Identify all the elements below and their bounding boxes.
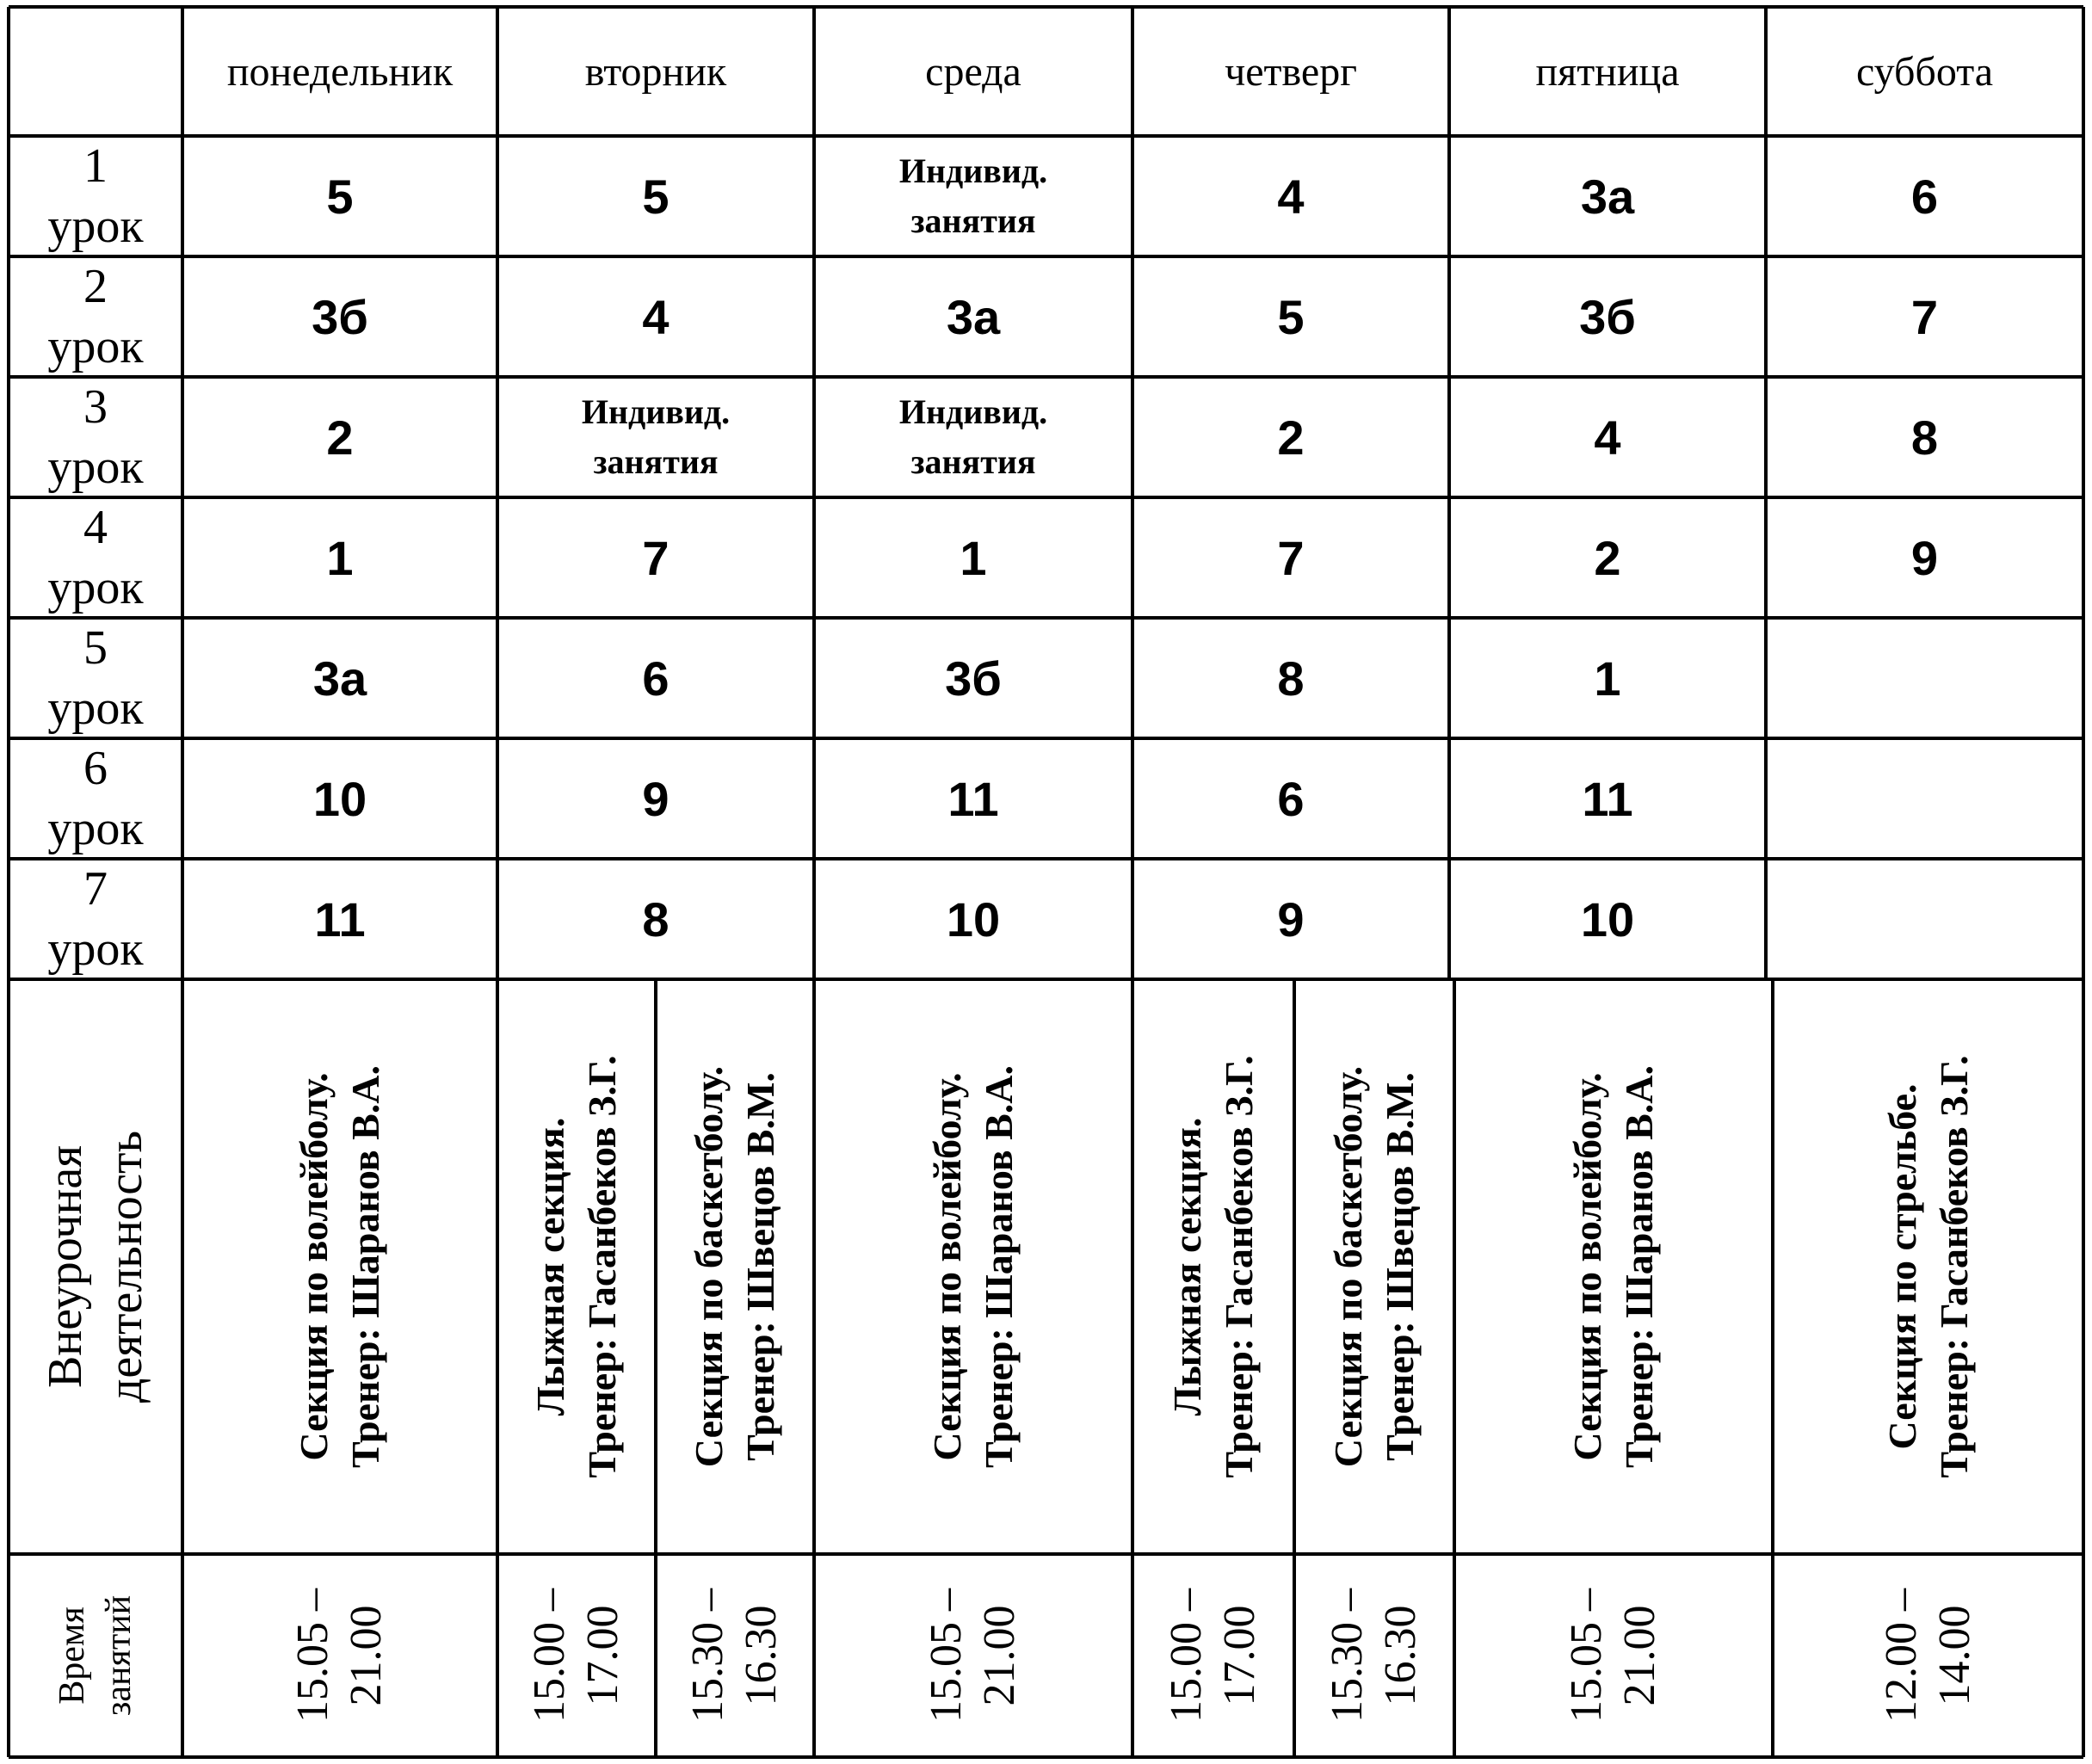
section-name-line: Лыжная секция. — [528, 1117, 572, 1416]
section-name-line: Тренер: Швецов В.М. — [738, 1072, 782, 1461]
section-time-line: 21.00 — [975, 1605, 1024, 1706]
individual-lessons-line: занятия — [910, 442, 1036, 481]
individual-lessons-line: Индивид. — [898, 151, 1048, 190]
day-header: вторник — [584, 48, 727, 95]
class-cell: 3а — [946, 289, 1001, 344]
section-time-line: 15.00 – — [525, 1588, 574, 1723]
section-name-line: Секция по волейболу. — [925, 1072, 969, 1461]
class-cell: 10 — [946, 891, 1001, 947]
class-cell: 1 — [326, 530, 354, 585]
class-cell: 8 — [1277, 651, 1305, 706]
class-cell: 4 — [1277, 169, 1305, 224]
lesson-number: 5 — [83, 621, 108, 675]
class-cell: 5 — [326, 169, 354, 224]
lesson-label — [9, 377, 182, 497]
lesson-number: 6 — [83, 742, 108, 795]
section-time-line: 15.05 – — [1562, 1588, 1611, 1723]
class-cell: 10 — [312, 771, 367, 826]
day-header: четверг — [1225, 48, 1357, 95]
section-name — [1773, 1014, 2083, 1520]
section-time — [497, 1571, 656, 1740]
individual-lessons-cell — [497, 377, 814, 497]
section-name-line: Тренер: Шаранов В.А. — [343, 1065, 387, 1468]
lesson-number: 2 — [83, 260, 108, 313]
individual-lessons-line: Индивид. — [581, 392, 731, 431]
section-name-line: Тренер: Гасанбеков З.Г. — [580, 1055, 624, 1478]
section-name — [1294, 1014, 1454, 1520]
section-time — [1132, 1571, 1294, 1740]
lesson-label — [9, 738, 182, 859]
lesson-word: урок — [47, 802, 144, 855]
class-cell: 8 — [1910, 410, 1939, 465]
class-cell: 11 — [314, 891, 366, 947]
extracurricular-label-line: деятельность — [99, 1130, 152, 1403]
section-time — [1454, 1571, 1773, 1740]
lesson-word: урок — [47, 561, 144, 614]
time-label-line: Время — [52, 1607, 92, 1705]
individual-lessons-line: Индивид. — [898, 392, 1048, 431]
section-time-line: 21.00 — [1615, 1605, 1664, 1706]
section-name-line: Секция по баскетболу. — [1326, 1065, 1370, 1468]
time-label — [9, 1554, 182, 1757]
section-name-line: Тренер: Швецов В.М. — [1378, 1072, 1422, 1461]
section-name — [497, 1014, 656, 1520]
section-name-line: Лыжная секция. — [1165, 1117, 1209, 1416]
class-cell: 11 — [1582, 771, 1633, 826]
section-time-line: 15.05 – — [922, 1588, 971, 1723]
class-cell: 7 — [1277, 530, 1305, 585]
individual-lessons-line: занятия — [910, 201, 1036, 240]
class-cell: 6 — [642, 651, 670, 706]
class-cell: 2 — [326, 410, 354, 465]
section-name — [1132, 1014, 1294, 1520]
individual-lessons-cell — [814, 377, 1132, 497]
lesson-word: урок — [47, 922, 144, 976]
section-time-line: 14.00 — [1929, 1605, 1979, 1706]
class-cell: 4 — [1594, 410, 1621, 465]
time-label-line: занятий — [99, 1594, 139, 1717]
lesson-word: урок — [47, 200, 144, 253]
class-cell: 8 — [642, 891, 670, 947]
section-name — [814, 1014, 1132, 1520]
section-time-line: 15.00 – — [1162, 1588, 1211, 1723]
class-cell: 10 — [1580, 891, 1635, 947]
lesson-number: 3 — [83, 380, 108, 434]
section-name-line: Тренер: Шаранов В.А. — [977, 1065, 1021, 1468]
section-time-line: 15.30 – — [683, 1588, 732, 1723]
section-name — [1454, 1014, 1773, 1520]
lesson-label — [9, 859, 182, 979]
lesson-word: урок — [47, 682, 144, 735]
individual-lessons-line: занятия — [593, 442, 719, 481]
section-name-line: Секция по волейболу. — [292, 1072, 336, 1461]
class-cell: 1 — [1594, 651, 1621, 706]
lesson-number: 1 — [83, 139, 108, 193]
lesson-number: 4 — [83, 501, 108, 554]
section-name-line: Секция по волейболу. — [1565, 1072, 1609, 1461]
class-cell — [1766, 738, 2083, 859]
section-time-line: 17.00 — [578, 1605, 627, 1706]
lesson-label — [9, 136, 182, 256]
section-name-line: Тренер: Шаранов В.А. — [1617, 1065, 1661, 1468]
class-cell — [1766, 859, 2083, 979]
class-cell: 2 — [1594, 530, 1621, 585]
class-cell: 1 — [960, 530, 987, 585]
class-cell: 9 — [642, 771, 670, 826]
section-name — [182, 1014, 497, 1520]
section-time — [182, 1571, 497, 1740]
section-name-line: Секция по стрельбе. — [1879, 1083, 1924, 1450]
lesson-word: урок — [47, 320, 144, 373]
day-header: суббота — [1855, 48, 1994, 95]
lesson-word: урок — [47, 441, 144, 494]
section-name — [656, 1014, 814, 1520]
class-cell: 6 — [1277, 771, 1305, 826]
class-cell: 4 — [642, 289, 670, 344]
section-time-line: 17.00 — [1215, 1605, 1264, 1706]
class-cell: 11 — [947, 771, 999, 826]
class-cell: 9 — [1277, 891, 1305, 947]
section-time-line: 21.00 — [342, 1605, 391, 1706]
class-cell — [1766, 618, 2083, 738]
section-time — [1773, 1571, 2083, 1740]
section-time-line: 15.30 – — [1323, 1588, 1372, 1723]
section-time — [1294, 1571, 1454, 1740]
section-name-line: Секция по баскетболу. — [687, 1065, 731, 1468]
class-cell: 7 — [642, 530, 670, 585]
individual-lessons-cell — [814, 136, 1132, 256]
class-cell: 9 — [1910, 530, 1939, 585]
lesson-number: 7 — [83, 862, 108, 916]
class-cell: 3а — [1580, 169, 1635, 224]
extracurricular-label — [9, 979, 182, 1554]
class-cell: 6 — [1910, 169, 1939, 224]
section-name-line: Тренер: Гасанбеков З.Г. — [1217, 1055, 1261, 1478]
section-time-line: 12.00 – — [1876, 1588, 1926, 1723]
class-cell: 5 — [1277, 289, 1305, 344]
class-cell: 3б — [1579, 289, 1636, 344]
class-cell: 5 — [642, 169, 670, 224]
day-header: среда — [925, 48, 1021, 95]
section-time — [814, 1571, 1132, 1740]
extracurricular-label-line: Внеурочная — [39, 1144, 92, 1389]
lesson-label — [9, 497, 182, 618]
class-cell: 3б — [312, 289, 368, 344]
day-header: понедельник — [226, 48, 454, 95]
section-time — [656, 1571, 814, 1740]
day-header: пятница — [1535, 48, 1680, 95]
section-name-line: Тренер: Гасанбеков З.Г. — [1931, 1055, 1976, 1478]
class-cell: 7 — [1910, 289, 1939, 344]
class-cell: 2 — [1277, 410, 1305, 465]
section-time-line: 16.30 — [1376, 1605, 1425, 1706]
class-cell: 3б — [945, 651, 1002, 706]
class-cell: 3а — [312, 651, 367, 706]
lesson-label — [9, 256, 182, 377]
section-time-line: 16.30 — [737, 1605, 786, 1706]
lesson-label — [9, 618, 182, 738]
section-time-line: 15.05 – — [288, 1588, 337, 1723]
